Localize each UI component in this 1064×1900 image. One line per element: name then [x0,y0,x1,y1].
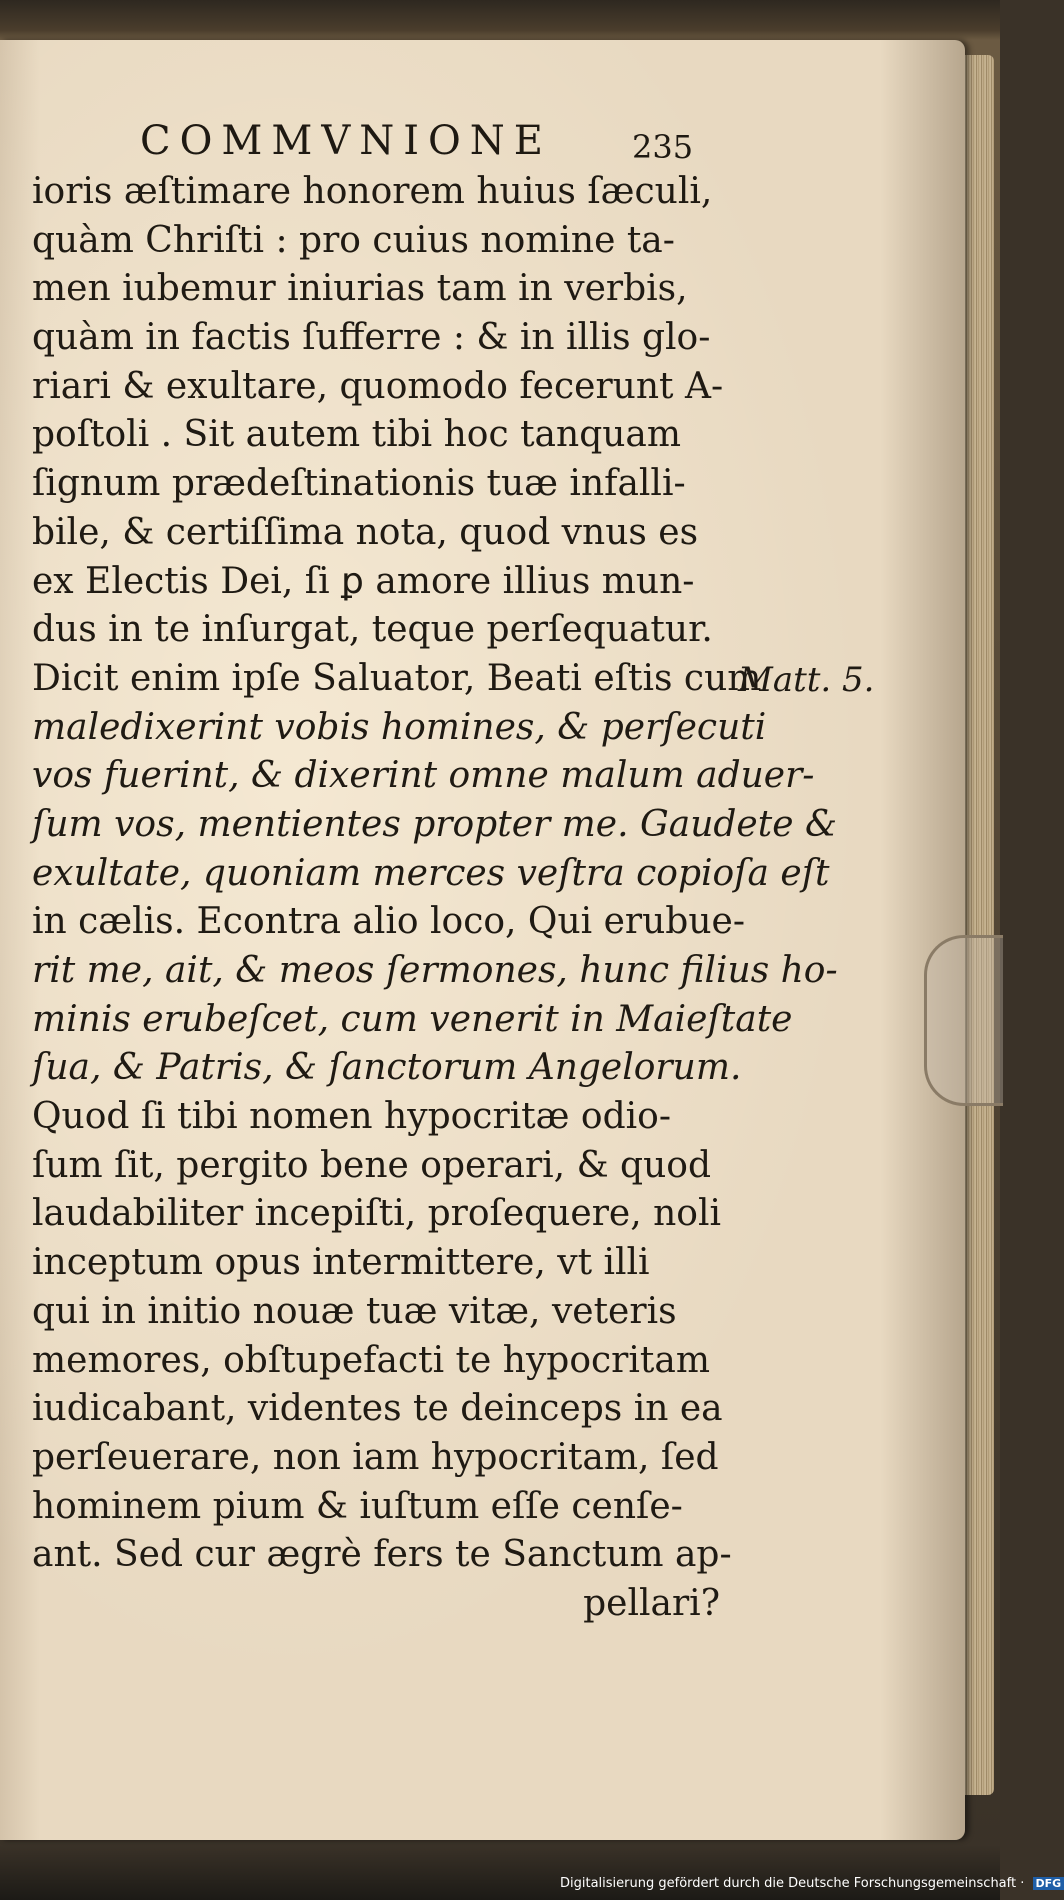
page-number: 235 [632,128,694,166]
text-line: ioris æſtimare honorem huius ſæculi, [32,171,713,212]
text-line: ſua, & Patris, & ſanctorum Angelorum. [32,1047,742,1089]
text-line: exultate, quoniam merces veſtra copioſa eſt [32,852,830,894]
text-line: ſignum prædeſtinationis tuæ infalli- [32,463,686,505]
text-line: bile, & certiſſima nota, quod vnus es [32,511,699,553]
text-line: Dicit enim ipſe Saluator, Beati eſtis cum [32,657,762,699]
text-line: pellari? [583,1582,720,1624]
text-line: in cælis. Econtra alio loco, Qui erubue- [32,901,745,943]
footer-text: Digitalisierung gefördert durch die Deutsche Forschungsgemeinschaft · [560,1876,1025,1891]
text-line: memores, obſtupefacti te hypocritam [32,1339,710,1381]
text-line: perſeuerare, non iam hypocritam, ſed [32,1436,719,1478]
text-line: maledixerint vobis homines, & perſecuti [32,706,767,748]
text-line: ant. Sed cur ægrè fers te Sanctum ap- [32,1534,732,1576]
text-line: quàm Chriſti : pro cuius nomine ta- [32,219,675,261]
text-line: inceptum opus intermittere, vt illi [32,1242,650,1284]
text-line: poſtoli . Sit autem tibi hoc tanquam [32,414,682,456]
book-clasp [924,935,1003,1106]
dfg-logo: DFG [1033,1877,1064,1890]
text-line: ſum ſit, pergito bene operari, & quod [32,1144,712,1186]
footer-credit [560,1876,1064,1891]
text-line: iudicabant, videntes te deinceps in ea [32,1388,723,1430]
text-line: rit me, ait, & meos ſermones, hunc filius ho- [32,950,838,991]
text-line: ex Electis Dei, ſi ꝑ amore illius mun- [32,560,695,602]
text-line: hominem pium & iuſtum eſſe cenſe- [32,1485,683,1527]
marginal-note: Matt. 5. [738,660,875,700]
text-line: vos fuerint, & dixerint omne malum aduer- [32,755,815,797]
text-line: dus in te inſurgat, teque perſequatur. [32,609,713,651]
text-line: ſum vos, mentientes propter me. Gaudete & [32,803,837,845]
text-line: qui in initio nouæ tuæ vitæ, veteris [32,1290,677,1332]
running-header: COMMVNIONE [140,118,552,164]
text-line: minis erubeſcet, cum venerit in Maieſtate [32,998,793,1040]
text-line: riari & exultare, quomodo fecerunt A- [32,365,724,407]
text-line: Quod ſi tibi nomen hypocritæ odio- [32,1096,671,1138]
text-line: laudabiliter incepiſti, proſequere, noli [32,1193,721,1235]
page-edges [962,55,994,1795]
text-line: quàm in factis ſufferre : & in illis glo- [32,317,711,359]
text-line: men iubemur iniurias tam in verbis, [32,268,688,310]
